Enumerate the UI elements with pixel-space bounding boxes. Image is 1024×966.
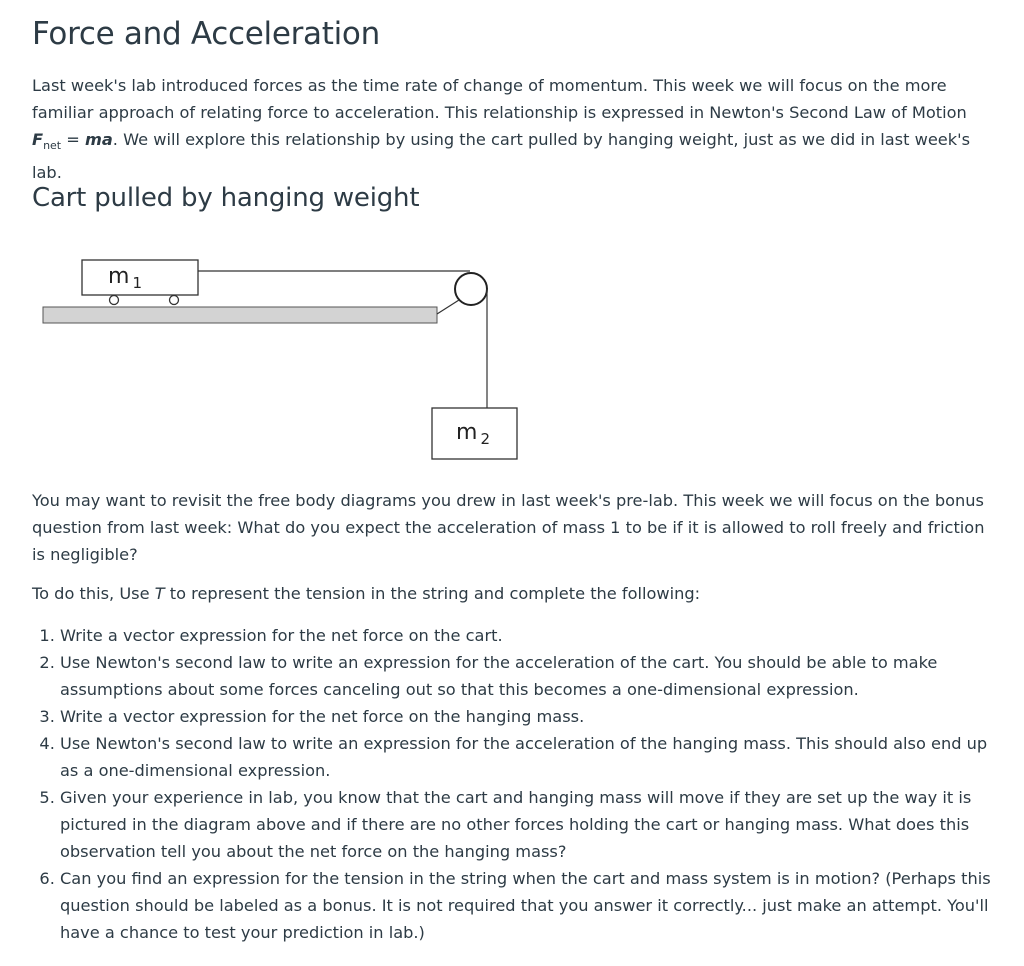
list-item: 1. Write a vector expression for the net force on the cart. bbox=[60, 622, 1000, 649]
cart-pulley-diagram bbox=[42, 256, 522, 466]
body-paragraph: You may want to revisit the free body diagrams you drew in last week's pre-lab. This week we will focus on the bonus question from last week: What do you expect the acceleration of mass 1 to be if it is allowed to roll freely and friction is negligible? bbox=[32, 491, 985, 564]
list-item: 4. Use Newton's second law to write an expression for the acceleration of the hanging mass. This should also end up as a one-dimensional expression. bbox=[60, 730, 1000, 784]
intro-equals: = bbox=[61, 130, 85, 149]
pulley-mount bbox=[437, 300, 459, 314]
f-net-symbol: F bbox=[32, 130, 44, 149]
intro-text-before: Last week's lab introduced forces as the time rate of change of momentum. This week we will focus on the more familiar approach of relating force to acceleration. This relationship is expressed in Newton's Second Law of Motion bbox=[32, 76, 967, 122]
list-item: 5. Given your experience in lab, you know that the cart and hanging mass will move if they are set up the way it is pictured in the diagram above and if there are no other forces holding the cart or hanging mass. What does this observation tell you about the net force on the hanging mass? bbox=[60, 784, 1000, 865]
m1-label: m $_1$ bbox=[108, 264, 142, 292]
pulley bbox=[455, 273, 487, 305]
question-list bbox=[32, 622, 1000, 946]
cart-wheel-left bbox=[110, 296, 119, 305]
m2-label: m $_2$ bbox=[456, 420, 490, 448]
list-item: 6. Can you find an expression for the tension in the string when the cart and mass system is in motion? (Perhaps this question should be labeled as a bonus. It is not required that you answer it correctly... just make an attempt. You'll have a chance to test your prediction in lab.) bbox=[60, 865, 1000, 946]
track bbox=[43, 307, 437, 323]
page-title: Force and Acceleration bbox=[32, 16, 380, 52]
cart-wheel-right bbox=[170, 296, 179, 305]
section-heading: Cart pulled by hanging weight bbox=[32, 183, 420, 213]
f-net-subscript: net bbox=[43, 139, 62, 153]
intro-paragraph bbox=[32, 72, 992, 186]
list-item: 3. Write a vector expression for the net force on the hanging mass. bbox=[60, 703, 1000, 730]
list-item: 2. Use Newton's second law to write an expression for the acceleration of the cart. You should be able to make assumptions about some forces canceling out so that this becomes a one-dimensional expression. bbox=[60, 649, 1000, 703]
instruction-paragraph: To do this, Use T to represent the tension in the string and complete the following: bbox=[32, 584, 701, 603]
tension-symbol: T bbox=[154, 584, 165, 603]
intro-text-after: . We will explore this relationship by using the cart pulled by hanging weight, just as we did in last week's lab. bbox=[32, 130, 971, 183]
ma-expression: ma bbox=[84, 130, 113, 149]
